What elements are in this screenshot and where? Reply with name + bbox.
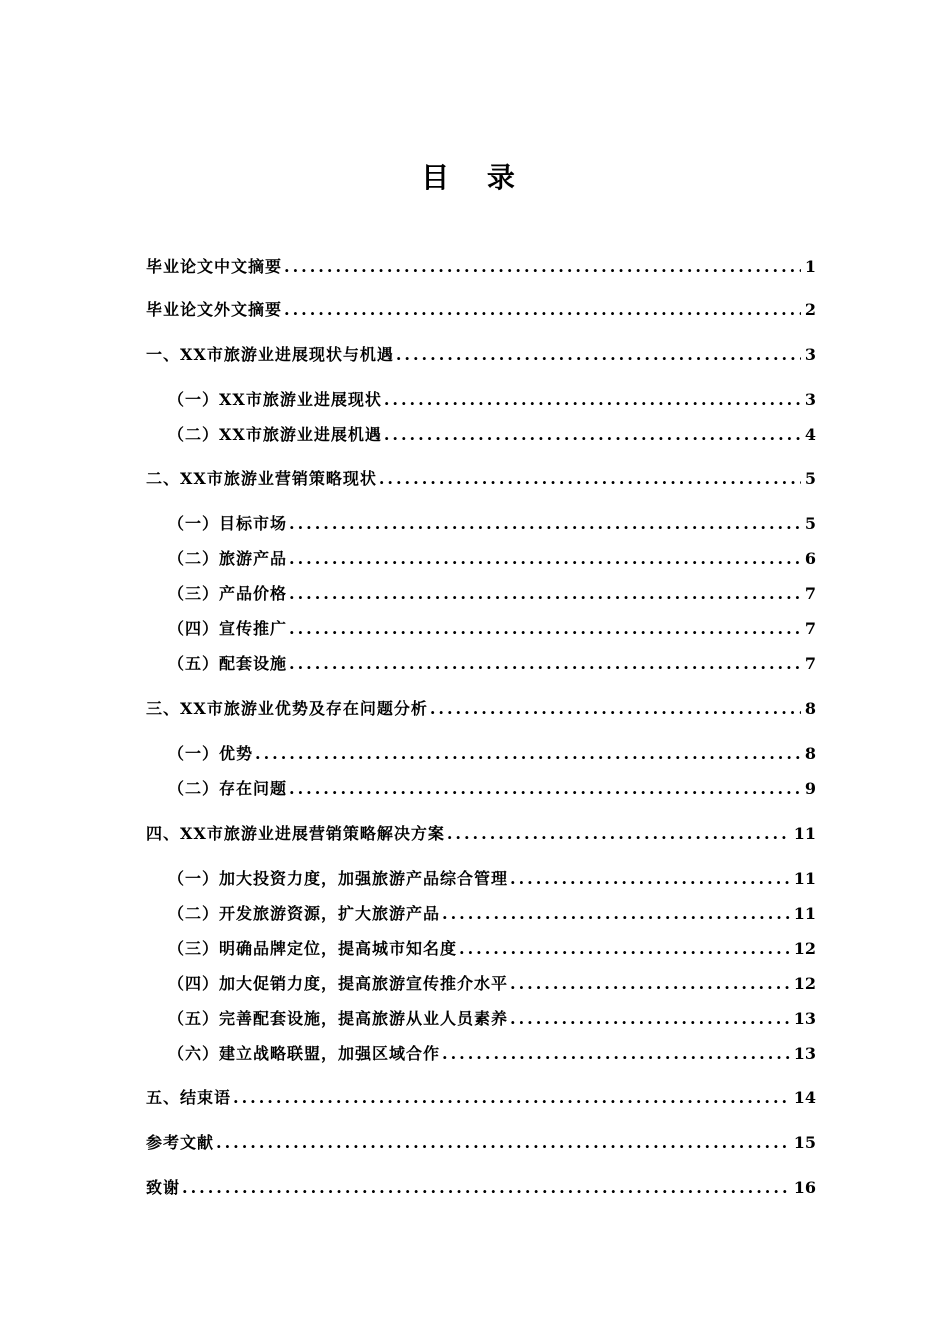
toc-entry[interactable] [168, 936, 816, 960]
toc-entry[interactable] [168, 546, 816, 570]
toc-entry-text: 三、XX市旅游业优势及存在问题分析 [146, 699, 428, 718]
toc-entry[interactable] [168, 1006, 816, 1030]
toc-entry[interactable] [168, 971, 816, 995]
toc-entry-text: （一）加大投资力度，加强旅游产品综合管理 [168, 869, 509, 888]
toc-entry[interactable] [146, 821, 816, 845]
toc-entry-text: 五、结束语 [146, 1088, 232, 1107]
toc-entry[interactable] [168, 616, 816, 640]
dot-leader [284, 299, 801, 321]
toc-entry[interactable] [168, 511, 816, 535]
toc-entry[interactable] [168, 422, 816, 446]
toc-entry-page-number: 4 [804, 425, 816, 444]
dot-leader [430, 698, 801, 720]
dot-leader [442, 1043, 790, 1065]
toc-entry-page-number: 15 [793, 1133, 816, 1152]
dot-leader [384, 424, 801, 446]
toc-entry[interactable] [168, 741, 816, 765]
dot-leader [233, 1087, 790, 1109]
toc-entry-page-number: 7 [804, 584, 816, 603]
toc-entry[interactable] [146, 342, 816, 366]
toc-entry-page-number: 3 [804, 345, 816, 364]
toc-entry-page-number: 6 [804, 549, 816, 568]
dot-leader [289, 778, 801, 800]
dot-leader [379, 468, 801, 490]
dot-leader [384, 389, 801, 411]
dot-leader [510, 868, 790, 890]
dot-leader [510, 1008, 790, 1030]
toc-entry-text: （五）配套设施 [168, 654, 288, 673]
toc-entry-page-number: 5 [804, 469, 816, 488]
toc-entry-page-number: 5 [804, 514, 816, 533]
toc-entry-text: （四）宣传推广 [168, 619, 288, 638]
dot-leader [447, 823, 790, 845]
dot-leader [396, 344, 801, 366]
toc-entry-text: （一）优势 [168, 744, 254, 763]
dot-leader [289, 513, 801, 535]
toc-entry-page-number: 2 [804, 300, 816, 319]
toc-entry-text: （四）加大促销力度，提高旅游宣传推介水平 [168, 974, 509, 993]
toc-entry-text: 参考文献 [146, 1133, 215, 1152]
toc-entry-text: 致谢 [146, 1178, 181, 1197]
toc-title: 目 录 [421, 161, 529, 194]
dot-leader [255, 743, 801, 765]
toc-entry-page-number: 12 [793, 974, 816, 993]
dot-leader [216, 1132, 790, 1154]
toc-entry[interactable] [146, 696, 816, 720]
dot-leader [510, 973, 790, 995]
toc-entry-page-number: 9 [804, 779, 816, 798]
toc-entry-text: （二）存在问题 [168, 779, 288, 798]
toc-entry-page-number: 7 [804, 619, 816, 638]
toc-entry-text: （五）完善配套设施，提高旅游从业人员素养 [168, 1009, 509, 1028]
toc-entry[interactable] [168, 776, 816, 800]
toc-entry[interactable] [146, 1175, 816, 1199]
toc-entry[interactable] [168, 581, 816, 605]
toc-entry-page-number: 14 [793, 1088, 816, 1107]
toc-entry[interactable] [168, 1041, 816, 1065]
toc-entry-page-number: 11 [793, 869, 816, 888]
toc-entry-page-number: 16 [793, 1178, 816, 1197]
toc-entry-text: 毕业论文外文摘要 [146, 300, 283, 319]
toc-entry-text: （一）XX市旅游业进展现状 [168, 390, 382, 409]
toc-entry-text: 一、XX市旅游业进展现状与机遇 [146, 345, 394, 364]
toc-entry-text: 四、XX市旅游业进展营销策略解决方案 [146, 824, 445, 843]
toc-entry-text: 二、XX市旅游业营销策略现状 [146, 469, 377, 488]
toc-entry[interactable] [146, 466, 816, 490]
toc-entry-page-number: 3 [804, 390, 816, 409]
toc-entry[interactable] [168, 901, 816, 925]
toc-entry-page-number: 13 [793, 1009, 816, 1028]
toc-entry-text: （二）XX市旅游业进展机遇 [168, 425, 382, 444]
toc-entry-page-number: 12 [793, 939, 816, 958]
toc-entry-page-number: 11 [793, 824, 816, 843]
dot-leader [289, 653, 801, 675]
dot-leader [289, 583, 801, 605]
toc-entry-page-number: 8 [804, 744, 816, 763]
dot-leader [182, 1177, 790, 1199]
dot-leader [459, 938, 790, 960]
dot-leader [289, 618, 801, 640]
toc-entry-text: （二）旅游产品 [168, 549, 288, 568]
toc-entry[interactable] [168, 866, 816, 890]
toc-entry[interactable] [146, 297, 816, 321]
toc-entry-text: （六）建立战略联盟，加强区域合作 [168, 1044, 441, 1063]
dot-leader [289, 548, 801, 570]
toc-entry-page-number: 7 [804, 654, 816, 673]
toc-entry[interactable] [146, 1130, 816, 1154]
toc-entry-page-number: 13 [793, 1044, 816, 1063]
toc-entry[interactable] [146, 254, 816, 278]
toc-entry[interactable] [168, 387, 816, 411]
dot-leader [284, 256, 801, 278]
toc-entry-text: 毕业论文中文摘要 [146, 257, 283, 276]
toc-entry-page-number: 1 [804, 257, 816, 276]
toc-entry-page-number: 8 [804, 699, 816, 718]
toc-entry-text: （三）产品价格 [168, 584, 288, 603]
dot-leader [442, 903, 790, 925]
toc-entry-text: （二）开发旅游资源，扩大旅游产品 [168, 904, 441, 923]
toc-entry-text: （一）目标市场 [168, 514, 288, 533]
toc-entry[interactable] [146, 1085, 816, 1109]
toc-entry-text: （三）明确品牌定位，提高城市知名度 [168, 939, 458, 958]
toc-entry[interactable] [168, 651, 816, 675]
toc-entry-page-number: 11 [793, 904, 816, 923]
